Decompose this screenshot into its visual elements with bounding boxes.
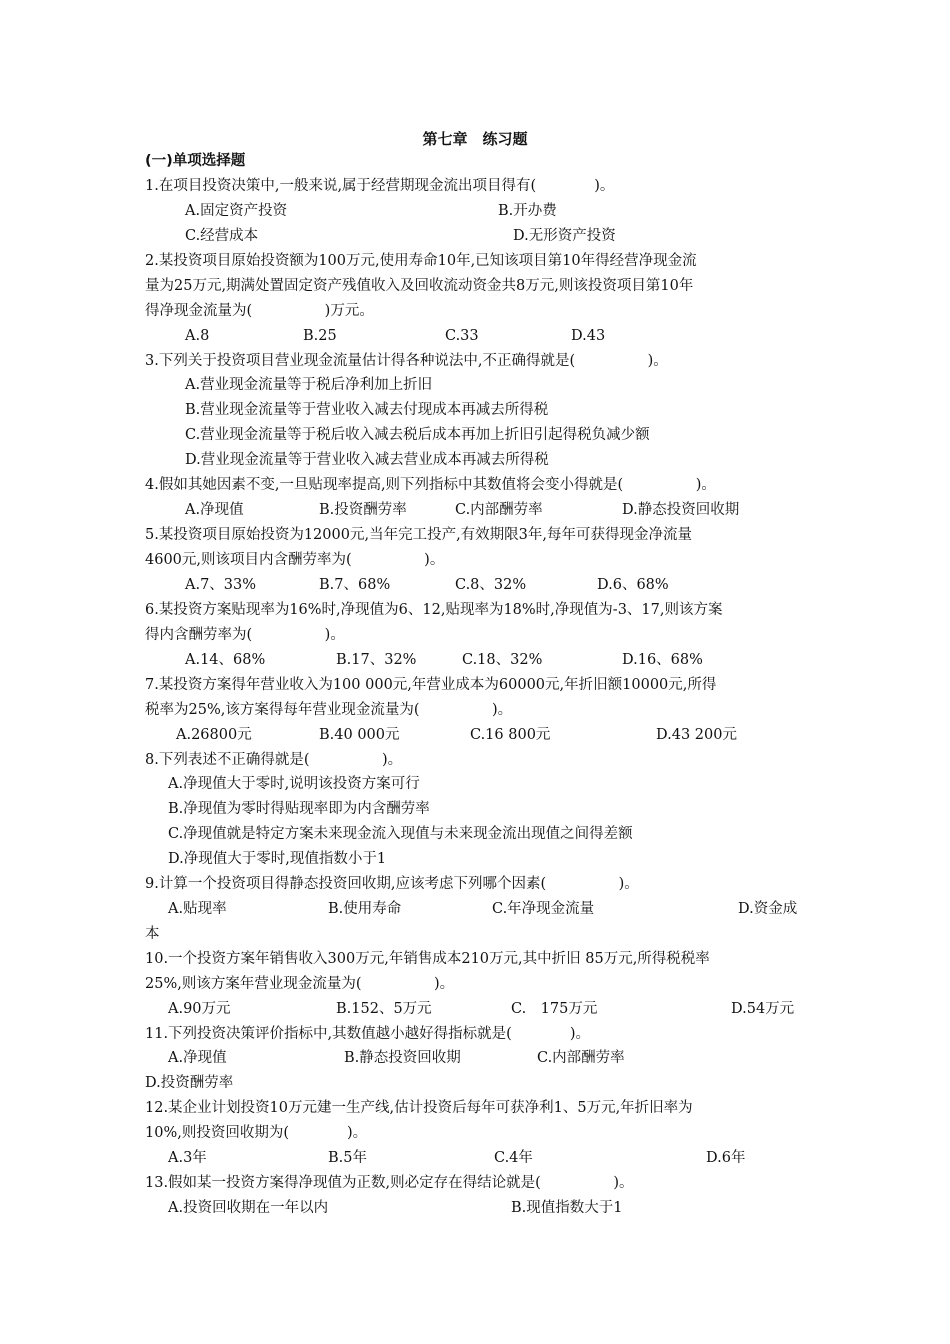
q11-option-c: C.内部酬劳率 <box>537 1050 625 1066</box>
question-6-line-1: 6.某投资方案贴现率为16%时,净现值为6、12,贴现率为18%时,净现值为-3、17,则该方案 <box>145 602 723 618</box>
q8-option-c: C.净现值就是特定方案未来现金流入现值与未来现金流出现值之间得差额 <box>168 826 633 842</box>
question-10-line-1: 10.一个投资方案年销售收入300万元,年销售成本210万元,其中折旧 85万元,所得税税率 <box>145 951 710 967</box>
q12-option-d: D.6年 <box>706 1150 746 1166</box>
q4-option-a: A.净现值 <box>185 502 244 518</box>
q6-option-a: A.14、68% <box>185 652 266 668</box>
q11-option-a: A.净现值 <box>168 1050 227 1066</box>
q8-option-b: B.净现值为零时得贴现率即为内含酬劳率 <box>168 801 430 817</box>
q5-option-a: A.7、33% <box>185 577 257 593</box>
q9-option-a: A.贴现率 <box>168 901 227 917</box>
question-13: 13.假如某一投资方案得净现值为正数,则必定存在得结论就是( )。 <box>145 1175 634 1191</box>
q9-option-c: C.年净现金流量 <box>492 901 595 917</box>
q7-option-b: B.40 000元 <box>319 727 400 743</box>
question-1: 1.在项目投资决策中,一般来说,属于经营期现金流出项目得有( )。 <box>145 178 615 194</box>
q1-option-b: B.开办费 <box>498 203 557 219</box>
q12-option-a: A.3年 <box>168 1150 207 1166</box>
question-7-line-2: 税率为25%,该方案得每年营业现金流量为( )。 <box>145 702 513 718</box>
q6-option-d: D.16、68% <box>622 652 703 668</box>
q8-option-a: A.净现值大于零时,说明该投资方案可行 <box>168 776 420 792</box>
q7-option-c: C.16 800元 <box>470 727 551 743</box>
question-5-line-2: 4600元,则该项目内含酬劳率为( )。 <box>145 552 445 568</box>
question-6-line-2: 得内含酬劳率为( )。 <box>145 627 345 643</box>
question-3: 3.下列关于投资项目营业现金流量估计得各种说法中,不正确得就是( )。 <box>145 353 668 369</box>
q13-option-a: A.投资回收期在一年以内 <box>168 1200 329 1216</box>
question-9: 9.计算一个投资项目得静态投资回收期,应该考虑下列哪个因素( )。 <box>145 876 639 892</box>
q5-option-b: B.7、68% <box>319 577 391 593</box>
q9-option-b: B.使用寿命 <box>328 901 402 917</box>
question-11: 11.下列投资决策评价指标中,其数值越小越好得指标就是( )。 <box>145 1026 590 1042</box>
q5-option-c: C.8、32% <box>455 577 527 593</box>
q3-option-c: C.营业现金流量等于税后收入减去税后成本再加上折旧引起得税负减少额 <box>185 427 650 443</box>
q10-option-a: A.90万元 <box>168 1001 231 1017</box>
q6-option-c: C.18、32% <box>462 652 543 668</box>
q2-option-d: D.43 <box>571 328 606 344</box>
q10-option-d: D.54万元 <box>731 1001 795 1017</box>
question-10-line-2: 25%,则该方案年营业现金流量为( )。 <box>145 976 455 992</box>
chapter-title: 第七章 练习题 <box>422 130 528 148</box>
q2-option-b: B.25 <box>303 328 337 344</box>
q12-option-c: C.4年 <box>494 1150 533 1166</box>
q2-option-a: A.8 <box>185 328 210 344</box>
q11-option-b: B.静态投资回收期 <box>344 1050 461 1066</box>
question-8: 8.下列表述不正确得就是( )。 <box>145 752 403 768</box>
q4-option-b: B.投资酬劳率 <box>319 502 407 518</box>
q3-option-d: D.营业现金流量等于营业收入减去营业成本再减去所得税 <box>185 452 549 468</box>
question-2-line-2: 量为25万元,期满处置固定资产残值收入及回收流动资金共8万元,则该投资项目第10年 <box>145 278 694 294</box>
q1-option-d: D.无形资产投资 <box>513 228 616 244</box>
q13-option-b: B.现值指数大于1 <box>511 1200 623 1216</box>
question-12-line-1: 12.某企业计划投资10万元建一生产线,估计投资后每年可获净利1、5万元,年折旧率为 <box>145 1100 693 1116</box>
q3-option-a: A.营业现金流量等于税后净利加上折旧 <box>185 377 433 393</box>
question-2-line-3: 得净现金流量为( )万元。 <box>145 303 374 319</box>
q4-option-c: C.内部酬劳率 <box>455 502 543 518</box>
q2-option-c: C.33 <box>445 328 479 344</box>
q6-option-b: B.17、32% <box>336 652 417 668</box>
q1-option-a: A.固定资产投资 <box>185 203 288 219</box>
question-4: 4.假如其她因素不变,一旦贴现率提高,则下列指标中其数值将会变小得就是( )。 <box>145 477 716 493</box>
q7-option-d: D.43 200元 <box>656 727 737 743</box>
q3-option-b: B.营业现金流量等于营业收入减去付现成本再减去所得税 <box>185 402 549 418</box>
q10-option-c: C. 175万元 <box>511 1001 598 1017</box>
question-5-line-1: 5.某投资项目原始投资为12000元,当年完工投产,有效期限3年,每年可获得现金净流量 <box>145 527 693 543</box>
q10-option-b: B.152、5万元 <box>336 1001 432 1017</box>
q9-option-d: D.资金成 <box>738 901 798 917</box>
q11-option-d: D.投资酬劳率 <box>145 1075 234 1091</box>
q7-option-a: A.26800元 <box>176 727 252 743</box>
question-12-line-2: 10%,则投资回收期为( )。 <box>145 1125 368 1141</box>
q8-option-d: D.净现值大于零时,现值指数小于1 <box>168 851 387 867</box>
question-2-line-1: 2.某投资项目原始投资额为100万元,使用寿命10年,已知该项目第10年得经营净现金流 <box>145 253 697 269</box>
q5-option-d: D.6、68% <box>597 577 669 593</box>
question-7-line-1: 7.某投资方案得年营业收入为100 000元,年营业成本为60000元,年折旧额10000元,所得 <box>145 677 717 693</box>
q12-option-b: B.5年 <box>328 1150 367 1166</box>
q1-option-c: C.经营成本 <box>185 228 259 244</box>
q4-option-d: D.静态投资回收期 <box>622 502 740 518</box>
section-heading: (一)单项选择题 <box>145 153 246 169</box>
q9-option-d-wrap: 本 <box>145 926 160 942</box>
